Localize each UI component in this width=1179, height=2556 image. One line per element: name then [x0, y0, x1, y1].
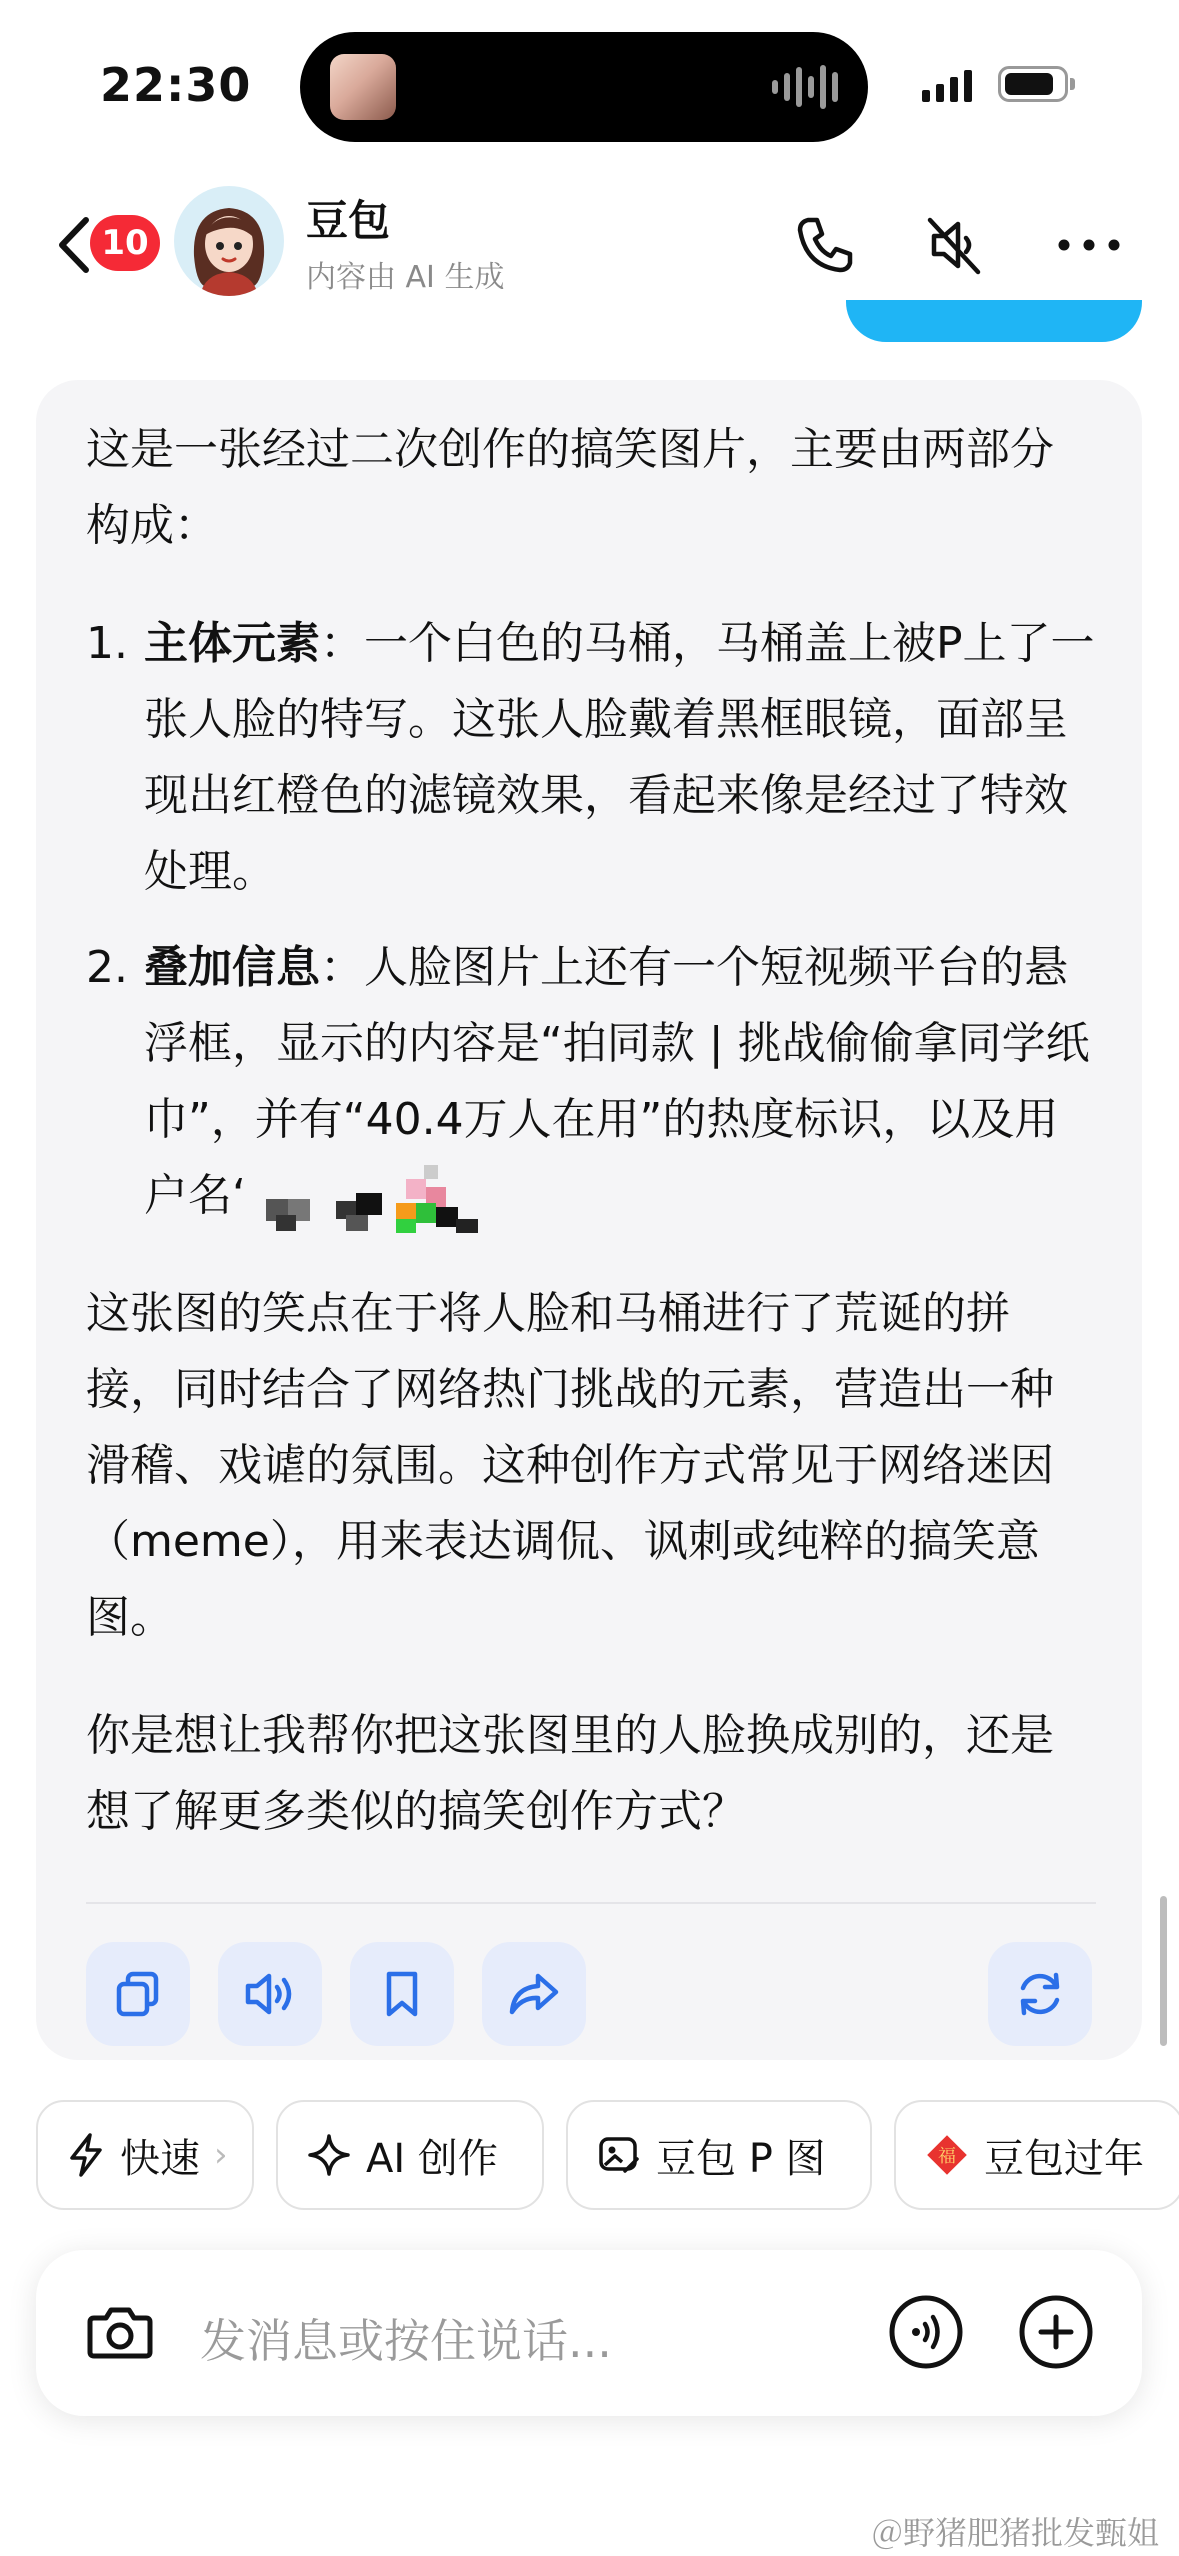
message-input-placeholder: 发消息或按住说话... — [200, 2314, 612, 2368]
add-icon[interactable] — [1016, 2292, 1096, 2372]
fu-icon — [924, 2132, 970, 2178]
bot-subtitle: 内容由 AI 生成 — [306, 260, 505, 295]
speaker-mute-icon[interactable] — [920, 210, 990, 280]
chip-label: AI 创作 — [366, 2135, 498, 2182]
list-number: 2. — [86, 942, 128, 993]
camera-icon[interactable] — [80, 2292, 160, 2372]
message-paragraph: 这张图的笑点在于将人脸和马桶进行了荒诞的拼接，同时结合了网络热门挑战的元素，营造出一种滑稽、戏谑的氛围。这种创作方式常见于网络迷因（meme），用来表达调侃、讽刺或纯粹的搞笑意图。 — [86, 1288, 1054, 1643]
bot-avatar[interactable] — [174, 186, 284, 296]
list-item-text: ：人脸图片上还有一个短视频平台的悬浮框，显示的内容是“拍同款 | 挑战偷偷拿同学纸巾”，并有“40.4万人在用”的热度标识，以及用户名‘ — [144, 942, 1090, 1221]
watermark: ＠野猪肥猪批发甄姐 — [870, 2514, 1159, 2552]
copy-button[interactable] — [86, 1942, 190, 2046]
chip-p-image[interactable] — [566, 2100, 872, 2210]
status-time: 22:30 — [100, 58, 252, 112]
svg-text:福: 福 — [938, 2146, 956, 2167]
list-item — [86, 930, 1096, 1234]
lightning-icon — [66, 2132, 106, 2178]
image-edit-icon — [596, 2132, 642, 2178]
read-aloud-button[interactable] — [218, 1942, 322, 2046]
regenerate-button[interactable] — [988, 1942, 1092, 2046]
chip-label: 豆包过年 — [984, 2135, 1144, 2182]
speaker-icon — [242, 1968, 298, 2020]
sparkle-icon — [306, 2132, 352, 2178]
bookmark-button[interactable] — [350, 1942, 454, 2046]
list-item — [86, 606, 1096, 910]
copy-icon — [112, 1968, 164, 2020]
divider — [86, 1902, 1096, 1904]
audio-wave-icon — [772, 65, 838, 109]
message-intro: 这是一张经过二次创作的搞笑图片，主要由两部分构成： — [86, 424, 1054, 551]
chip-new-year[interactable] — [894, 2100, 1179, 2210]
bookmark-icon — [376, 1968, 428, 2020]
bot-name: 豆包 — [306, 196, 391, 245]
message-question: 你是想让我帮你把这张图里的人脸换成别的，还是想了解更多类似的搞笑创作方式？ — [86, 1710, 1054, 1837]
more-icon[interactable] — [1054, 210, 1124, 280]
chip-label: 快速 — [120, 2135, 200, 2182]
chip-quick[interactable] — [36, 2100, 254, 2210]
battery-icon — [998, 66, 1068, 102]
list-number: 1. — [86, 618, 128, 669]
phone-icon[interactable] — [790, 210, 860, 280]
scrollbar[interactable] — [1160, 1896, 1167, 2046]
chip-label: 豆包 P 图 — [656, 2135, 826, 2182]
pixelated-username — [246, 1163, 496, 1233]
list-item-title: 主体元素 — [144, 618, 320, 669]
cellular-signal-icon — [922, 70, 972, 102]
list-item-text: ：一个白色的马桶，马桶盖上被P上了一张人脸的特写。这张人脸戴着黑框眼镜，面部呈现出红橙色的滤镜效果，看起来像是经过了特效处理。 — [144, 618, 1095, 897]
message-list — [86, 606, 1096, 1234]
unread-badge: 10 — [90, 215, 160, 271]
now-playing-thumbnail — [330, 54, 396, 120]
share-icon — [506, 1968, 562, 2020]
dynamic-island[interactable] — [300, 32, 868, 142]
list-item-title: 叠加信息 — [144, 942, 320, 993]
regenerate-icon — [1012, 1966, 1068, 2022]
chevron-right-icon: › — [214, 2135, 228, 2175]
battery-tip — [1070, 78, 1075, 90]
share-button[interactable] — [482, 1942, 586, 2046]
chip-ai-create[interactable] — [276, 2100, 544, 2210]
message-text — [86, 412, 1096, 1850]
accent-ribbon — [846, 300, 1142, 342]
voice-icon[interactable] — [886, 2292, 966, 2372]
